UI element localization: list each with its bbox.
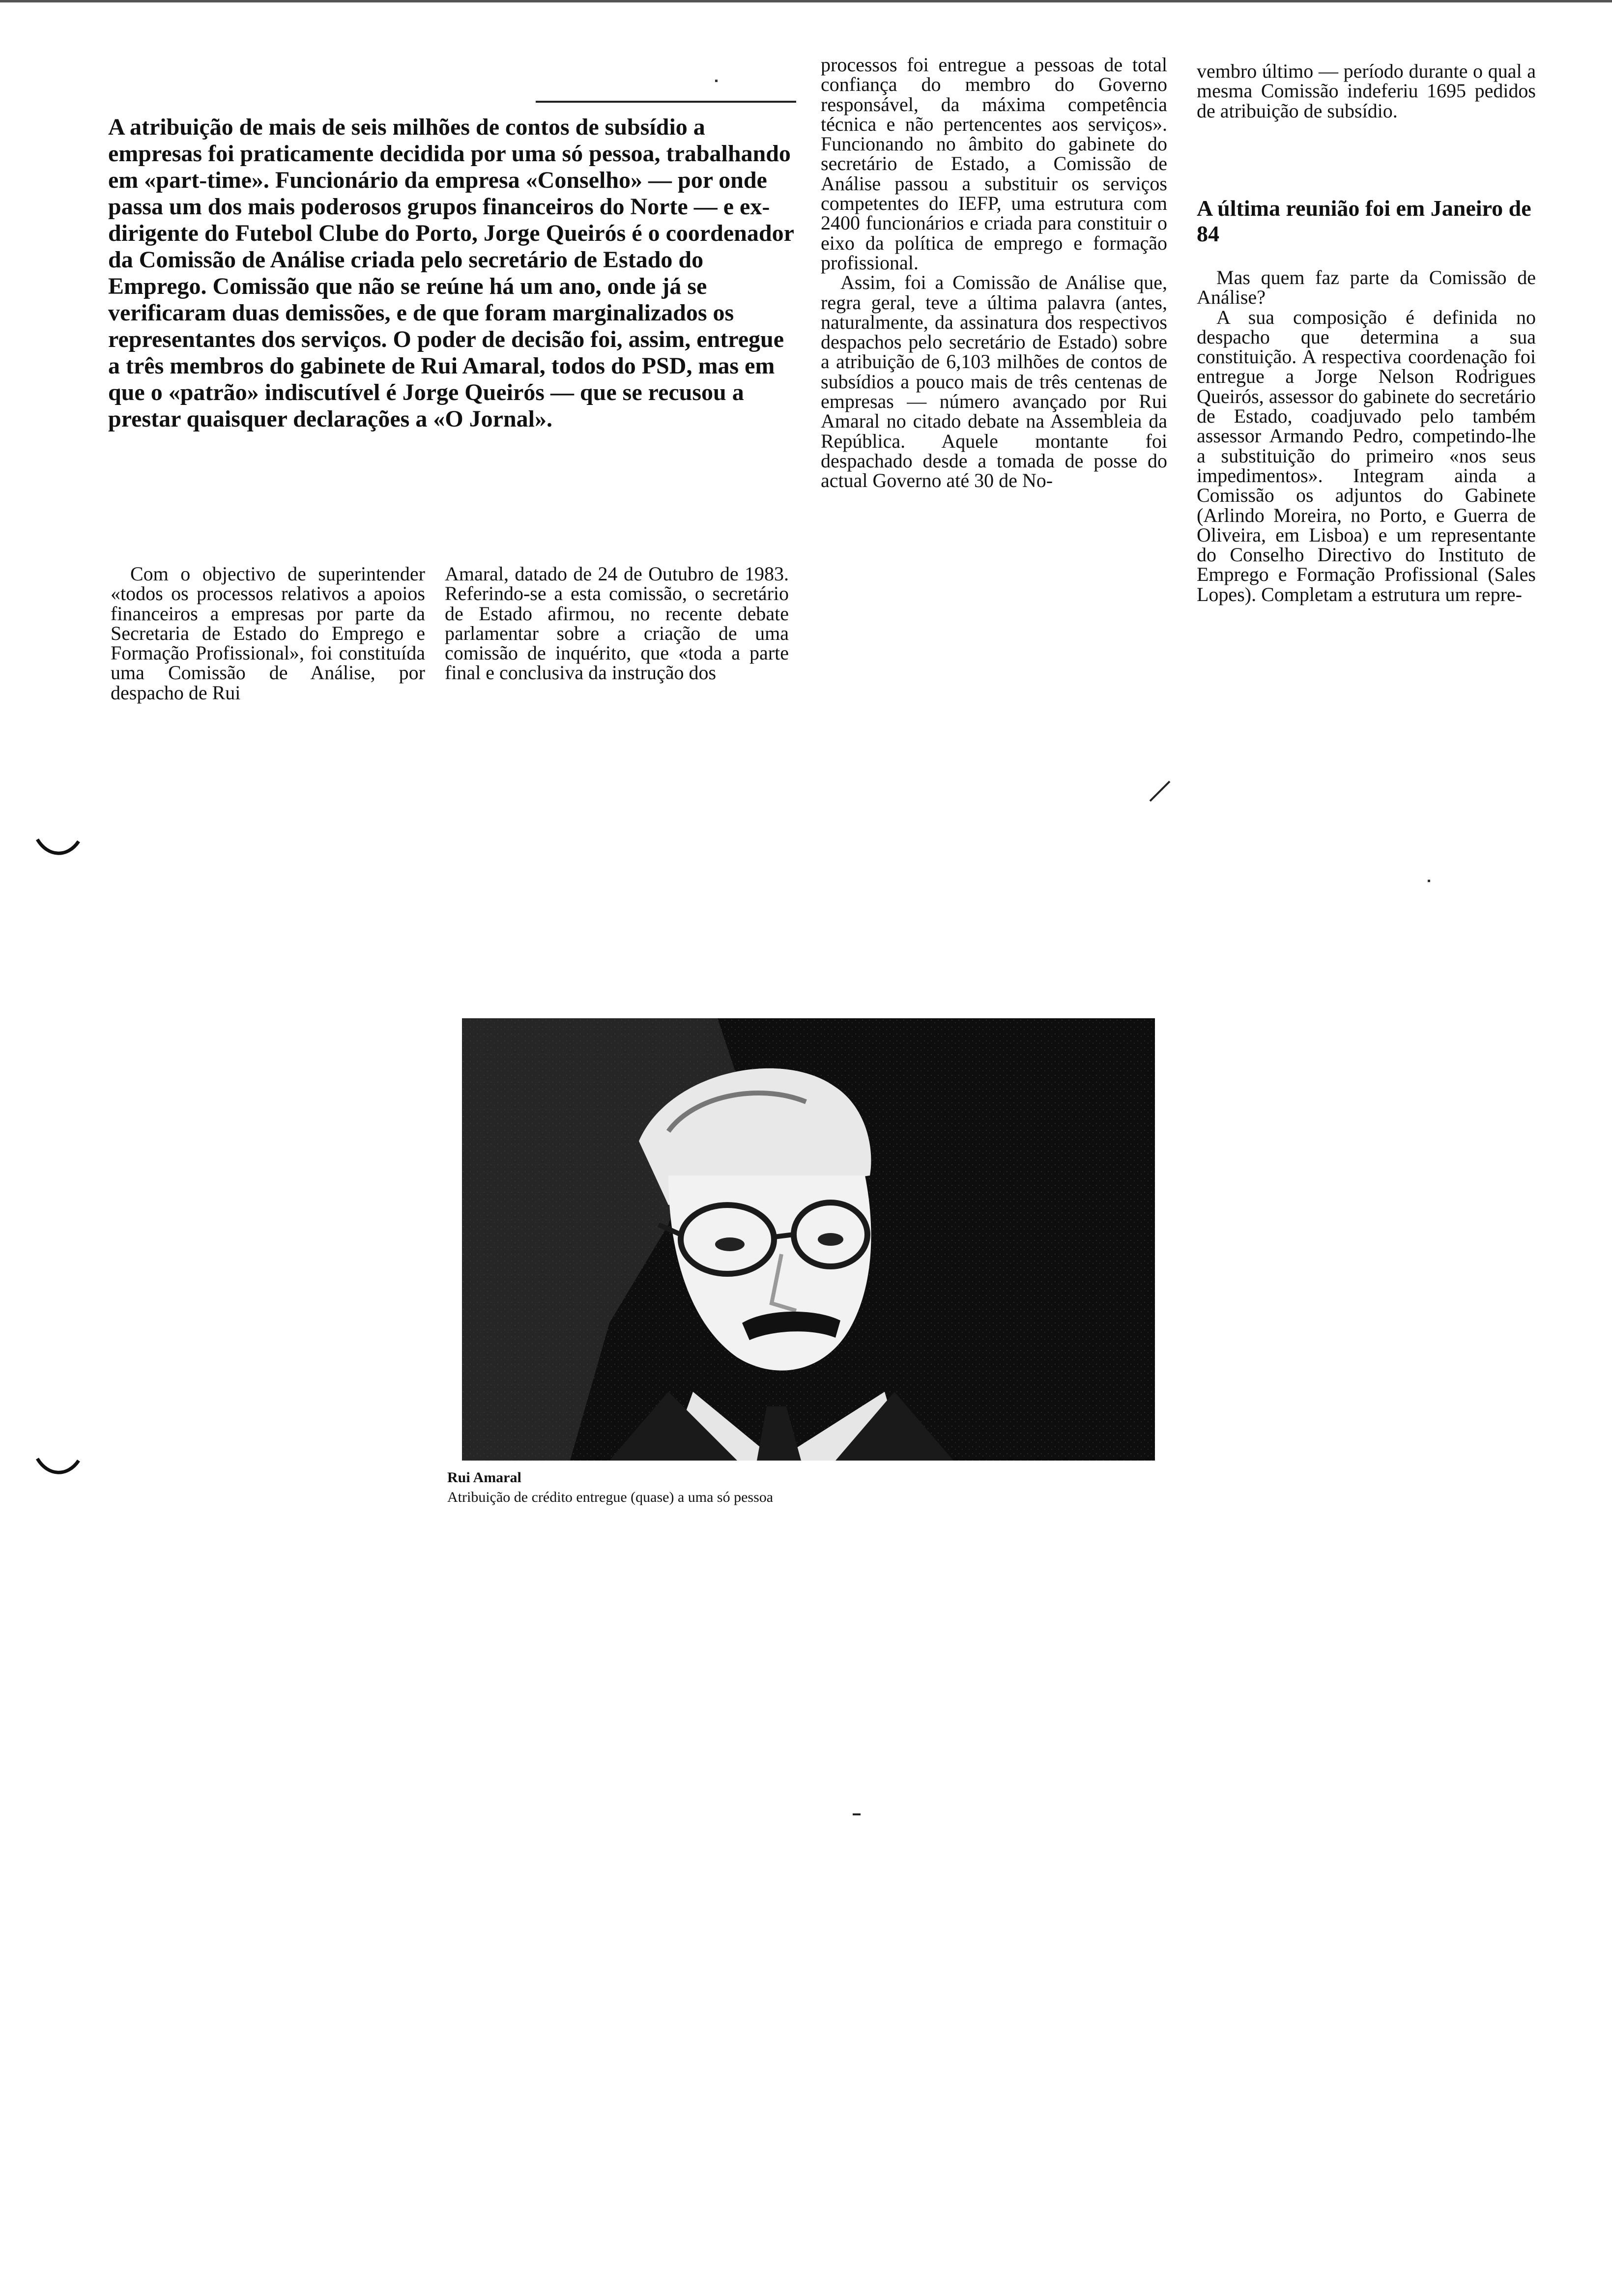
section-subhead: A última reunião foi em Janeiro de 84 <box>1197 196 1531 246</box>
photo-caption-text: Atribuição de crédito entregue (quase) a uma só pessoa <box>447 1489 774 1505</box>
scan-speck <box>1428 880 1430 882</box>
body-col2-paragraph: Amaral, datado de 24 de Outubro de 1983. Referindo-se a esta comissão, o secretário de Estado afirmou, no recente debate parlamentar sobre a criação de uma comissão de inquérito, que «toda a parte final e conclusiva da instrução dos <box>445 563 789 684</box>
body-col4-paragraph-1: vembro último — período durante o qual a mesma Comissão indeferiu 1695 pedidos de atribuição de subsídio. <box>1197 60 1536 122</box>
body-col1-paragraph: Com o objectivo de superintender «todos os processos relativos a apoios financeiros a empresas por parte da Secretaria de Estado do Emprego e Formação Profissional», foi constituída uma Comissão de Análise, por despacho de Rui <box>111 563 425 704</box>
body-column-4 <box>1197 61 1536 121</box>
scan-stroke <box>1145 776 1175 806</box>
body-column-4-continued <box>1197 268 1536 604</box>
page-top-border <box>0 0 1612 2</box>
scan-speck <box>853 1813 861 1815</box>
body-column-3 <box>821 55 1167 491</box>
body-col4-paragraph-2: Mas quem faz parte da Comissão de Análise? <box>1197 266 1536 309</box>
body-col4-paragraph-3: A sua composição é definida no despacho que determina a sua constituição. A respectiva coordenação foi entregue a Jorge Nelson Rodrigues Queirós, assessor do gabinete do secretário de Estado, coadjuvado pelo também assessor Armando Pedro, competindo-lhe a substituição do primeiro «nos seus impedimentos». Integram ainda a Comissão os adjuntos do Gabinete (Arlindo Moreira, no Porto, e Guerra de Oliveira, em Lisboa) e um representante do Conselho Directivo do Instituto de Emprego e Formação Profissional (Sales Lopes). Completam a estrutura um repre- <box>1197 306 1536 605</box>
body-col3-paragraph-1: processos foi entregue a pessoas de total confiança do membro do Governo responsável, da máxima competência técnica e não pertencentes aos serviços». Funcionando no âmbito do gabinete do secretário de Estado, a Comissão de Análise passou a substituir os serviços competentes do IEFP, uma estrutura com 2400 funcionários e criada para constituir o eixo da política de emprego e formação profissional. <box>821 54 1167 274</box>
punch-hole-mark-lower <box>33 1455 83 1479</box>
lead-paragraph: A atribuição de mais de seis milhões de contos de subsídio a empresas foi praticamente decidida por uma só pessoa, trabalhando em «part-time». Funcionário da empresa «Conselho» — por onde passa um dos mais poderosos grupos financeiros do Norte — e ex-dirigente do Futebol Clube do Porto, Jorge Queirós é o coordenador da Comissão de Análise criada pelo secretário de Estado do Emprego. Comissão que não se reúne há um ano, onde já se verificaram duas demissões, e de que foram marginalizados os representantes dos serviços. O poder de decisão foi, assim, entregue a três membros do gabinete de Rui Amaral, todos do PSD, mas em que o «patrão» indiscutível é Jorge Queirós — que se recusou a prestar quaisquer declarações a «O Jornal». <box>108 114 794 432</box>
portrait-photo <box>462 1018 1155 1461</box>
photo-caption-name: Rui Amaral <box>447 1469 521 1486</box>
punch-hole-mark-upper <box>33 835 83 860</box>
body-col3-paragraph-2: Assim, foi a Comissão de Análise que, regra geral, teve a última palavra (antes, naturalmente, da assinatura dos respectivos despachos pelo secretário de Estado) sobre a atribuição de 6,103 milhões de contos de subsídios a pouco mais de três centenas de empresas — número avançado por Rui Amaral no citado debate na Assembleia da República. Aquele montante foi despachado desde a tomada de posse do actual Governo até 30 de No- <box>821 271 1167 492</box>
body-column-2 <box>445 564 789 683</box>
lead-top-rule <box>536 101 796 103</box>
body-column-1 <box>111 564 425 703</box>
scan-speck <box>715 80 718 82</box>
portrait-illustration <box>462 1018 1155 1461</box>
